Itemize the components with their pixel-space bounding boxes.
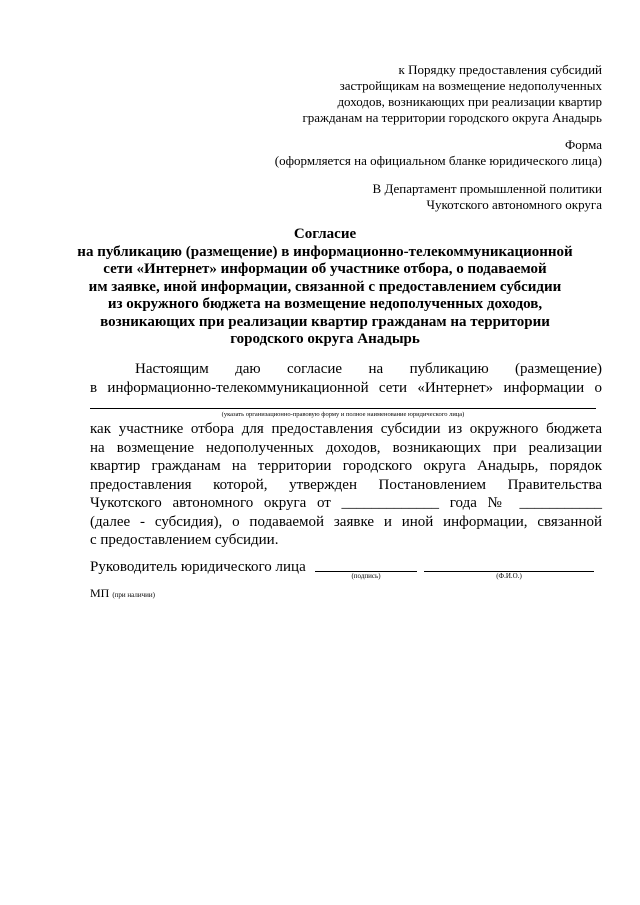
document-title <box>60 226 590 349</box>
title-line: сети «Интернет» информации об участнике отбора, о подаваемой <box>103 261 547 277</box>
full-name-caption: (Ф.И.О.) <box>496 572 522 580</box>
paragraph-line: (далее - субсидия), о подаваемой заявке и иной информации, связанной <box>90 513 602 530</box>
organization-name-caption: (указать организационно-правовую форму и полное наименование юридического лица) <box>221 411 465 418</box>
intro-line: Настоящим даю согласие на публикацию (размещение) <box>135 361 602 377</box>
paragraph-line: на возмещение недополученных доходов, возникающих при реализации <box>90 439 602 456</box>
form-block <box>242 137 602 169</box>
appendix-line: гражданам на территории городского округа Анадырь <box>302 110 602 125</box>
title-line: им заявке, иной информации, связанной с предоставлением субсидии <box>88 278 562 295</box>
title-line: из окружного бюджета на возмещение недополученных доходов, <box>107 296 543 312</box>
consent-paragraph <box>90 420 602 550</box>
intro-paragraph <box>90 360 602 397</box>
intro-line: в информационно-телекоммуникационной сети «Интернет» информации о <box>90 379 602 396</box>
form-note: (оформляется на официальном бланке юридического лица) <box>274 153 602 168</box>
addressee-line: В Департамент промышленной политики <box>372 181 602 196</box>
paragraph-line: с предоставлением субсидии. <box>90 532 279 548</box>
title-line: возникающих при реализации квартир гражданам на территории <box>100 313 550 330</box>
stamp-label: МП <box>90 586 110 600</box>
paragraph-line: Чукотского автономного округа от _____________ года № ___________ <box>90 495 602 511</box>
addressee-block <box>302 181 602 213</box>
title-line: городского округа Анадырь <box>230 331 420 347</box>
signature-caption: (подпись) <box>351 572 381 580</box>
title-line: Согласие <box>293 226 357 242</box>
appendix-line: доходов, возникающих при реализации квартир <box>337 94 602 109</box>
appendix-line: застройщикам на возмещение недополученных <box>339 78 602 93</box>
stamp-place <box>90 586 155 602</box>
signature-label: Руководитель юридического лица <box>90 559 306 575</box>
appendix-reference <box>282 62 602 126</box>
stamp-note: (при наличии) <box>112 591 155 599</box>
title-line: на публикацию (размещение) в информационно-телекоммуникационной <box>77 243 573 260</box>
paragraph-line: предоставления которой, утвержден Постановлением Правительства <box>90 476 602 493</box>
organization-name-line[interactable] <box>90 408 596 409</box>
form-label: Форма <box>565 137 602 152</box>
paragraph-line: как участнике отбора для предоставления субсидии из окружного бюджета <box>90 421 602 437</box>
appendix-line: к Порядку предоставления субсидий <box>398 62 602 77</box>
addressee-line: Чукотского автономного округа <box>426 197 602 212</box>
paragraph-line: квартир гражданам на территории городского округа Анадырь, порядок <box>90 458 602 474</box>
